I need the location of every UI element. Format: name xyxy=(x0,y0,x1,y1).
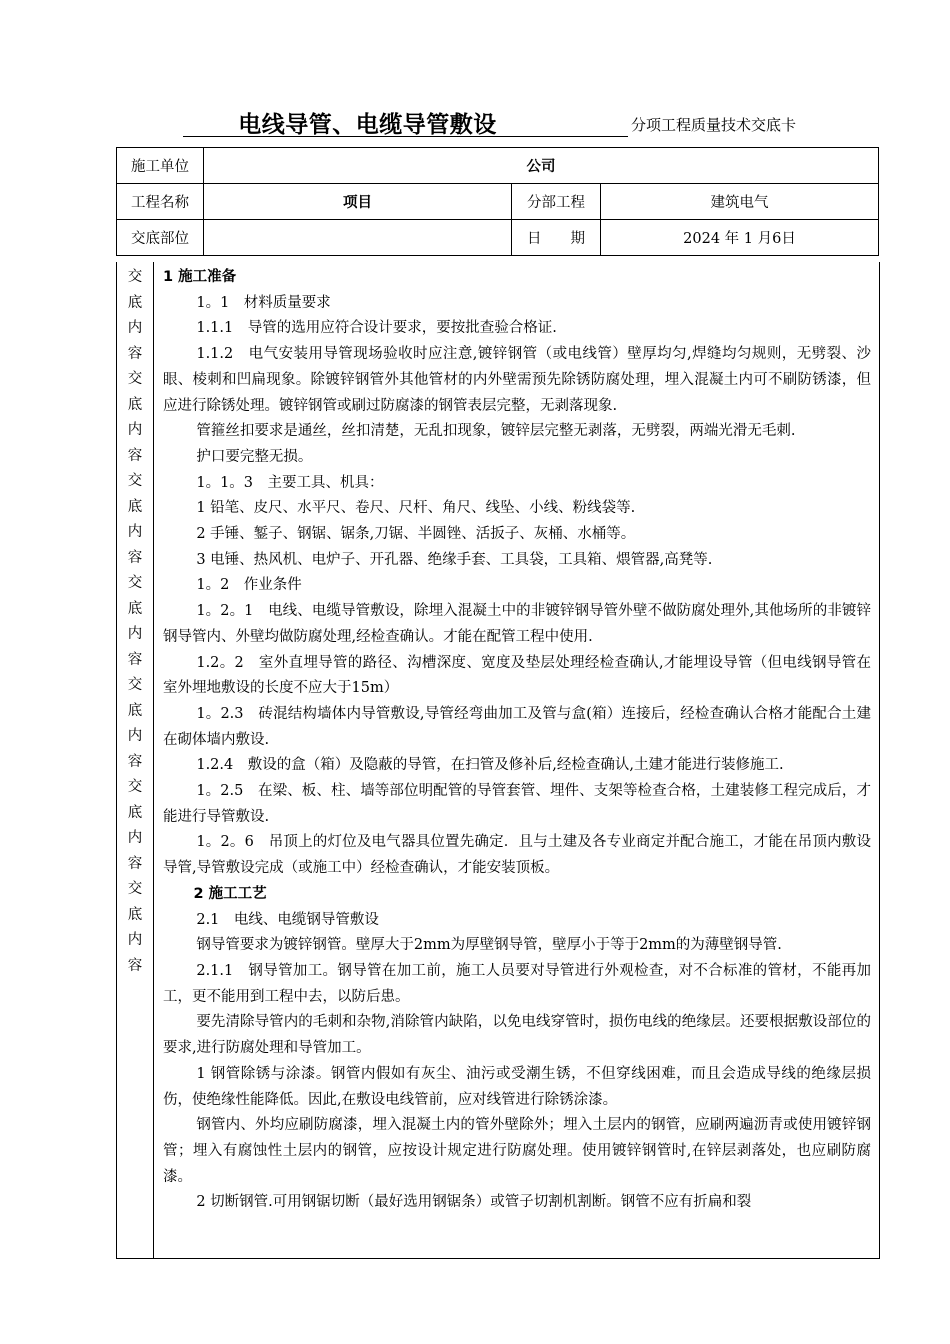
side-label-char: 交 xyxy=(127,473,143,489)
side-label-char: 交 xyxy=(127,881,143,897)
paragraph: 要先清除导管内的毛刺和杂物,消除管内缺陷，以免电线穿管时，损伤电线的绝缘层。还要根据敷设部位的要求,进行防腐处理和导管加工。 xyxy=(163,1014,871,1057)
disclosure-content xyxy=(163,265,871,1216)
document-title: 电线导管、电缆导管敷设 xyxy=(238,112,497,138)
side-label-char: 内 xyxy=(127,932,143,948)
header-row-project xyxy=(117,184,879,220)
side-label-char: 容 xyxy=(127,753,143,770)
paragraph: 1。1 材料质量要求 xyxy=(196,294,331,311)
side-label-char: 容 xyxy=(127,549,143,566)
side-label-char: 交 xyxy=(127,575,143,591)
paragraph: 1.1.2 电气安装用导管现场验收时应注意,镀锌钢管（或电线管）壁厚均匀,焊缝均匀规则，无劈裂、沙眼、棱刺和凹扁现象。除镀锌钢管外其他管材的内外壁需预先除锈防腐处理，埋入混凝土内可不刷防锈漆，但应进行除锈处理。镀锌钢管或刷过防腐漆的钢管表层完整，无剥落现象. xyxy=(163,346,871,414)
side-label-char: 底 xyxy=(127,294,143,311)
side-label-char: 交 xyxy=(127,779,143,795)
location-value xyxy=(204,220,512,256)
side-label-char: 底 xyxy=(127,804,143,821)
side-label-char: 内 xyxy=(127,524,143,540)
side-label-char: 容 xyxy=(127,957,143,974)
paragraph: 1。2.3 砖混结构墙体内导管敷设,导管经弯曲加工及管与盒(箱）连接后，经检查确认合格才能配合土建在砌体墙内敷设. xyxy=(163,705,871,748)
side-label-char: 底 xyxy=(127,600,143,617)
document-subtitle: 分项工程质量技术交底卡 xyxy=(631,116,797,134)
side-label-char: 底 xyxy=(127,498,143,515)
paragraph: 1。2.5 在梁、板、柱、墙等部位明配管的导管套管、埋件、支架等检查合格，土建装修工程完成后，才能进行导管敷设. xyxy=(163,783,871,825)
side-label-char: 容 xyxy=(127,345,143,362)
unit-label: 施工单位 xyxy=(117,148,204,184)
side-label-char: 内 xyxy=(127,728,143,744)
header-row-unit xyxy=(117,148,879,184)
side-label-char: 底 xyxy=(127,906,143,923)
paragraph: 1。2。1 电线、电缆导管敷设，除埋入混凝土中的非镀锌钢导管外壁不做防腐处理外,其他场所的非镀锌钢导管内、外壁均做防腐处理,经检查确认。才能在配管工程中使用. xyxy=(163,603,871,645)
paragraph: 1.2.4 敷设的盒（箱）及隐蔽的导管，在扫管及修补后,经检查确认,土建才能进行装修施工. xyxy=(196,757,784,774)
side-label-char: 内 xyxy=(127,830,143,846)
side-label-char: 交 xyxy=(127,269,143,285)
side-label-char: 容 xyxy=(127,447,143,464)
paragraph: 管箍丝扣要求是通丝，丝扣清楚，无乱扣现象，镀锌层完整无剥落，无劈裂，两端光滑无毛刺. xyxy=(196,423,796,440)
project-label: 工程名称 xyxy=(117,184,204,220)
unit-value: 公司 xyxy=(204,148,879,184)
side-label-char: 内 xyxy=(127,422,143,438)
division-label: 分部工程 xyxy=(512,184,601,220)
paragraph: 钢管内、外均应刷防腐漆，埋入混凝土内的管外壁除外；埋入土层内的钢管，应刷两遍沥青或使用镀锌钢管；埋入有腐蚀性土层内的钢管，应按设计规定进行防腐处理。使用镀锌钢管时,在锌层剥落处，也应刷防腐漆。 xyxy=(163,1117,871,1185)
paragraph: 3 电锤、热风机、电炉子、开孔器、绝缘手套、工具袋，工具箱、煨管器,高凳等. xyxy=(196,551,713,568)
header-table xyxy=(116,147,879,256)
header-row-location xyxy=(117,220,879,256)
content-box xyxy=(116,262,880,1259)
paragraph: 1。1。3 主要工具、机具： xyxy=(196,474,384,491)
date-value: 2024 年 1 月6日 xyxy=(601,220,879,256)
section-heading: 1 施工准备 xyxy=(163,269,237,285)
division-value: 建筑电气 xyxy=(601,184,879,220)
project-value: 项目 xyxy=(204,184,512,220)
section-heading: 2 施工工艺 xyxy=(193,885,267,902)
paragraph: 2 手锤、錾子、钢锯、锯条,刀锯、半圆锉、活扳子、灰桶、水桶等。 xyxy=(196,526,636,543)
location-label: 交底部位 xyxy=(117,220,204,256)
side-label-char: 底 xyxy=(127,396,143,413)
date-label: 日 期 xyxy=(512,220,601,256)
side-label-char: 容 xyxy=(127,651,143,668)
side-label-char: 内 xyxy=(127,626,143,642)
side-label-char: 交 xyxy=(127,371,143,387)
paragraph: 2.1.1 钢导管加工。钢导管在加工前，施工人员要对导管进行外观检查，对不合标准的管材，不能再加工，更不能用到工程中去，以防后患。 xyxy=(163,962,871,1005)
side-label-char: 交 xyxy=(127,677,143,693)
side-label-char: 内 xyxy=(127,320,143,336)
paragraph: 1 铅笔、皮尺、水平尺、卷尺、尺杆、角尺、线坠、小线、粉线袋等. xyxy=(196,500,636,517)
side-label-column xyxy=(117,262,154,1258)
paragraph: 钢导管要求为镀锌钢管。壁厚大于2mm为厚壁钢导管，壁厚小于等于2mm的为薄壁钢导管. xyxy=(196,937,782,954)
paragraph: 1。2 作业条件 xyxy=(196,577,302,594)
side-label-char: 容 xyxy=(127,855,143,872)
paragraph: 1.1.1 导管的选用应符合设计要求，要按批查验合格证. xyxy=(196,320,557,337)
paragraph: 2.1 电线、电缆钢导管敷设 xyxy=(196,911,379,928)
paragraph: 2 切断钢管.可用钢锯切断（最好选用钢锯条）或管子切割机割断。钢管不应有折扁和裂 xyxy=(196,1194,752,1211)
paragraph: 护口要完整无损。 xyxy=(196,448,313,465)
title-underline xyxy=(183,108,628,137)
paragraph: 1.2。2 室外直埋导管的路径、沟槽深度、宽度及垫层处理经检查确认,才能埋设导管（但电线钢导管在室外埋地敷设的长度不应大于15m） xyxy=(163,654,871,697)
paragraph: 1。2。6 吊顶上的灯位及电气器具位置先确定．且与土建及各专业商定并配合施工，才能在吊顶内敷设导管,导管敷设完成（或施工中）经检查确认，才能安装顶板。 xyxy=(163,834,871,877)
side-label xyxy=(117,262,153,979)
side-label-char: 底 xyxy=(127,702,143,719)
paragraph: 1 钢管除锈与涂漆。钢管内假如有灰尘、油污或受潮生锈，不但穿线困难，而且会造成导线的绝缘层损伤，使绝缘性能降低。因此,在敷设电线管前，应对线管进行除锈涂漆。 xyxy=(163,1065,871,1108)
